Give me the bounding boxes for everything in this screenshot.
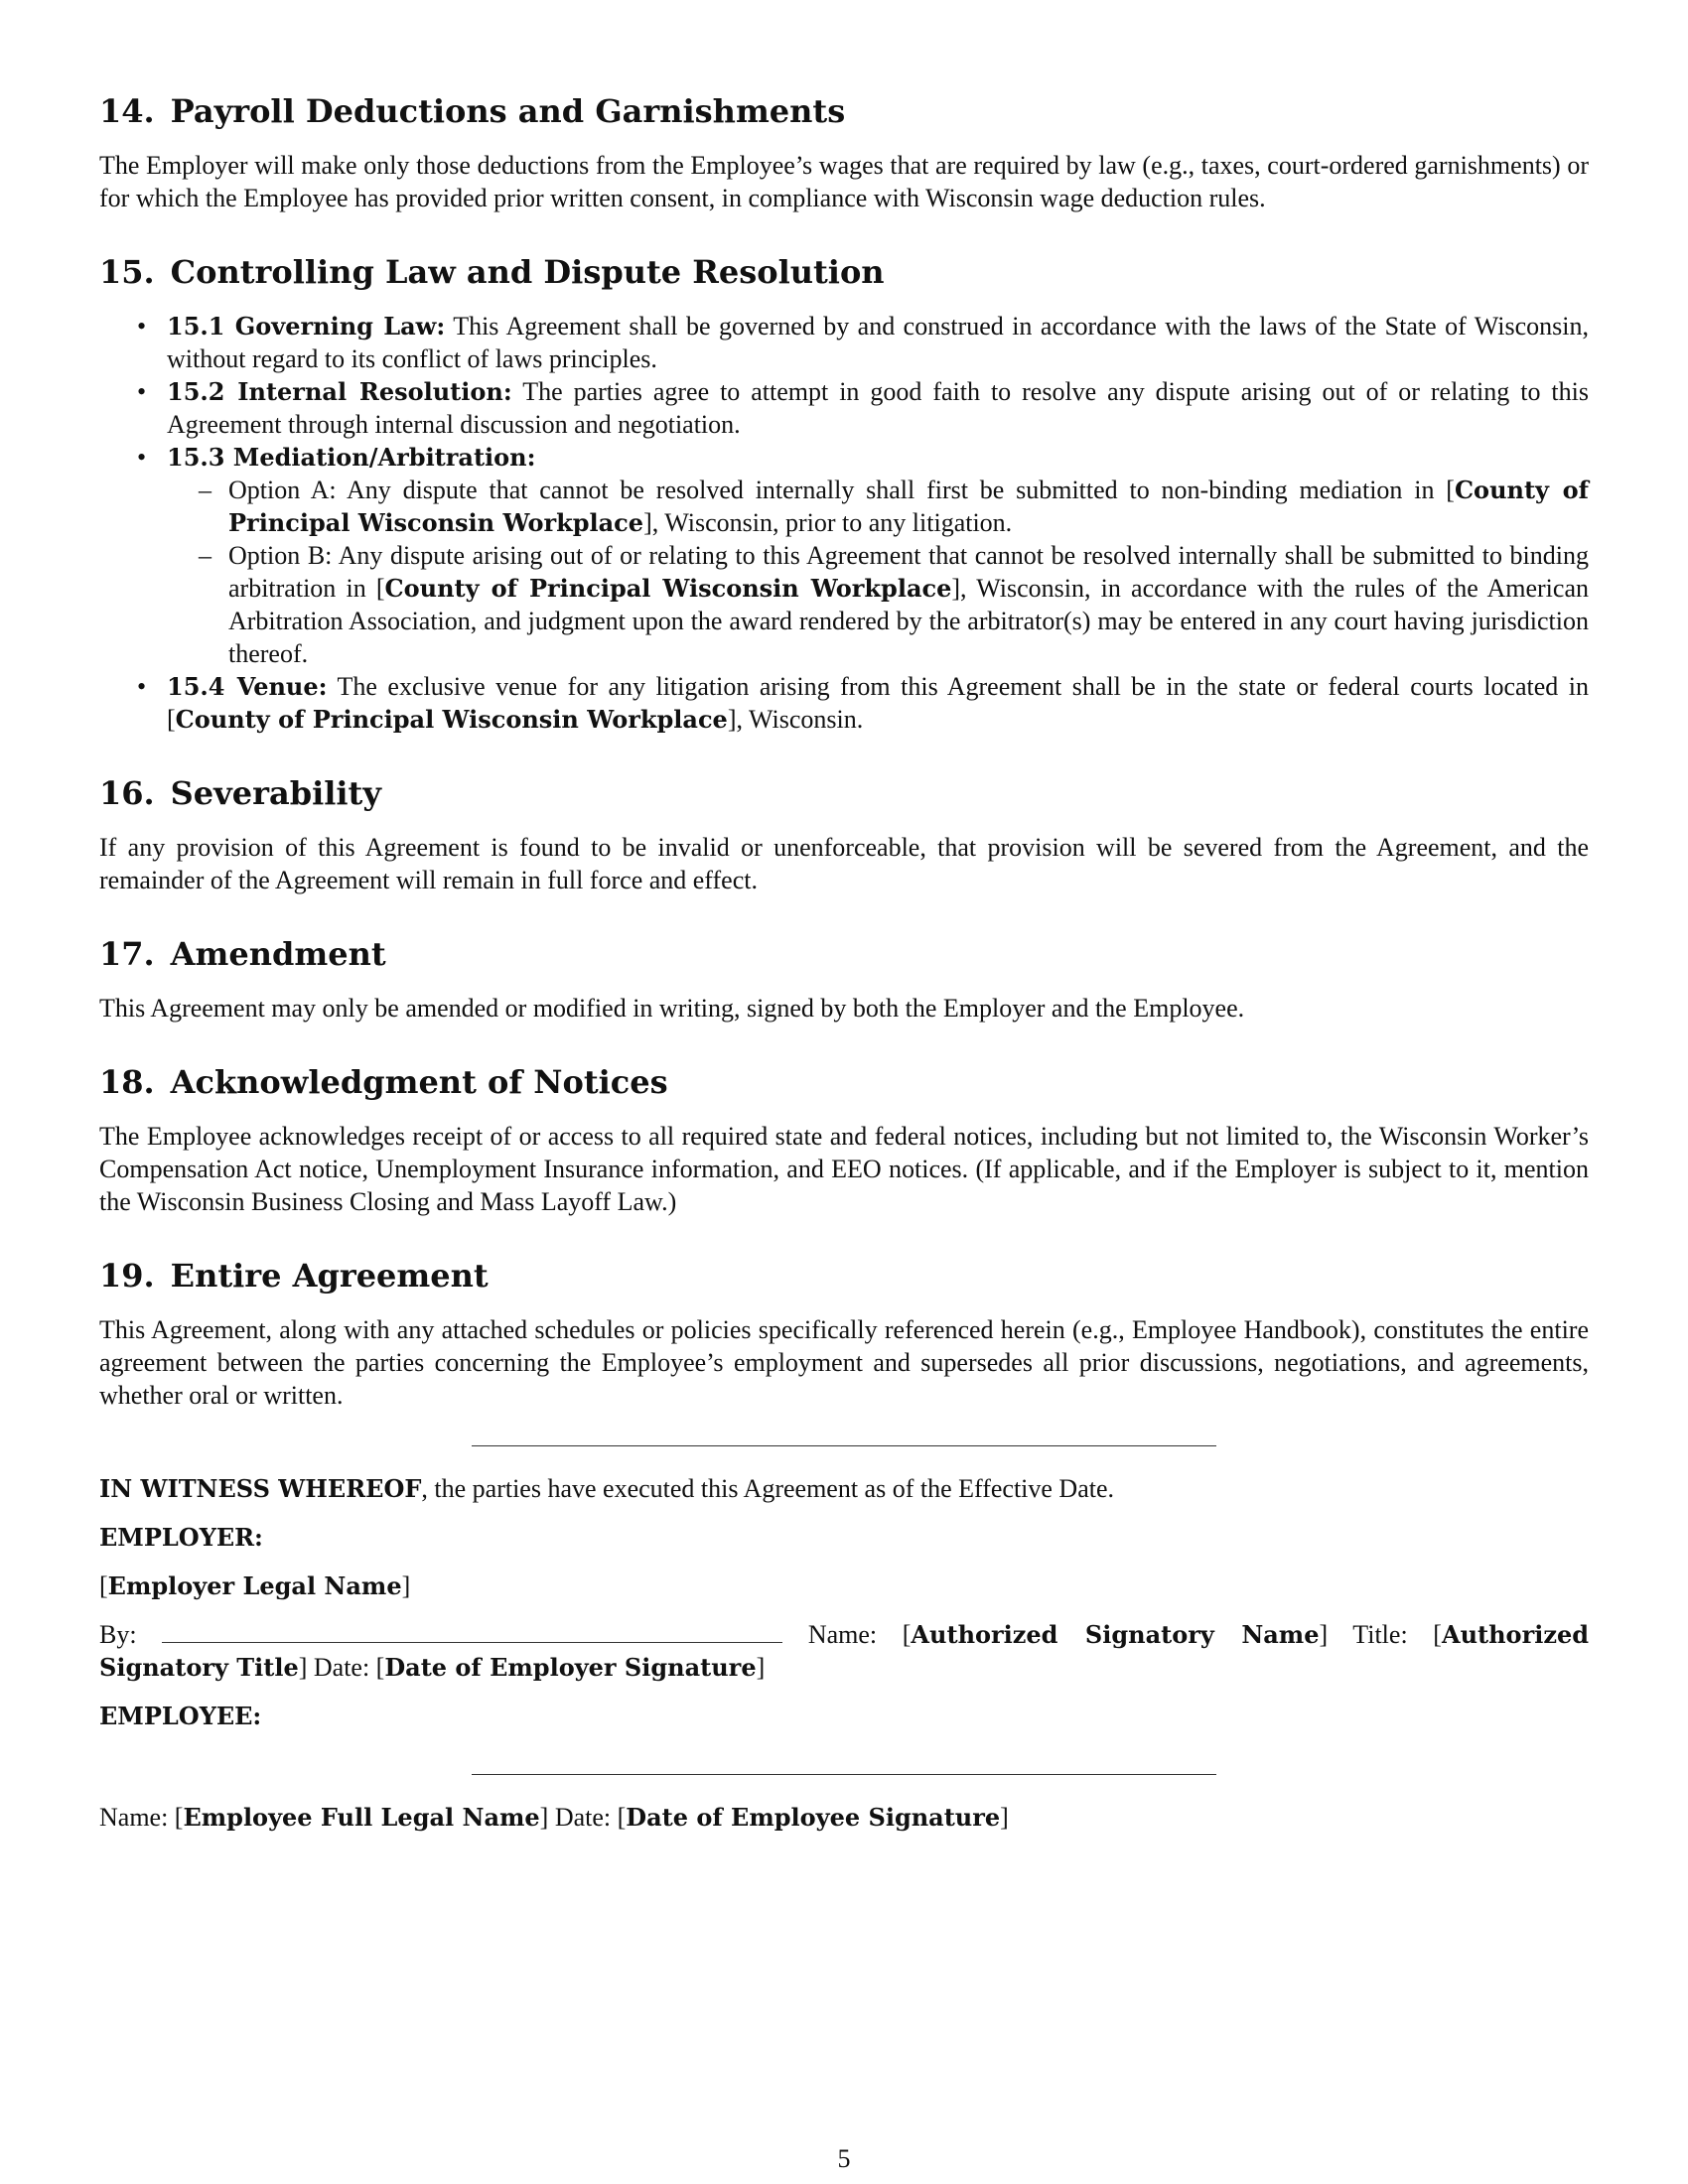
section-heading	[99, 252, 1589, 292]
divider	[472, 1445, 1216, 1446]
bracket: ]	[756, 1653, 766, 1682]
option-a	[228, 474, 1589, 539]
clause-internal-resolution	[167, 375, 1589, 441]
signatory-title: Authorized Signatory Title	[99, 1620, 1590, 1682]
employer-legal-name: Employer Legal Name	[107, 1571, 402, 1600]
employee-signature-block	[99, 1801, 1589, 1834]
clause-text: ], Wisconsin.	[727, 705, 864, 734]
placeholder-county: County of Principal Wisconsin Workplace	[228, 476, 1589, 537]
witness-text: , the parties have executed this Agreement as of the Effective Date.	[421, 1474, 1115, 1503]
clause-label: 15.3 Mediation/Arbitration:	[167, 443, 536, 472]
section-16	[99, 773, 1589, 896]
by-label: By:	[99, 1620, 137, 1649]
name-label: Name: [	[782, 1620, 912, 1649]
clause-mediation-arbitration	[167, 441, 1589, 670]
section-body: The Employer will make only those deductions from the Employee’s wages that are required by law (e.g., taxes, court-ordered garnishments) or for which the Employee has provided prior written consent, in compliance with Wisconsin wage deduction rules.	[99, 151, 1589, 212]
employer-signature-date: Date of Employer Signature	[384, 1653, 757, 1682]
placeholder-county: County of Principal Wisconsin Workplace	[175, 705, 728, 734]
date-label: ] Date: [	[298, 1653, 385, 1682]
employee-full-name: Employee Full Legal Name	[183, 1803, 540, 1832]
section-heading	[99, 1256, 1589, 1296]
section-19	[99, 1256, 1589, 1412]
clause-text: The exclusive venue for any litigation arising from this Agreement shall be in the state or federal courts located in [	[167, 672, 1589, 734]
bracket: ]	[401, 1571, 411, 1600]
clause-text: The parties agree to attempt in good faith to resolve any dispute arising out of or relating to this Agreement through internal discussion and negotiation.	[167, 377, 1589, 439]
section-14	[99, 91, 1589, 214]
section-title: Controlling Law and Dispute Resolution	[170, 253, 885, 291]
section-number: 15.	[99, 253, 155, 291]
section-body: If any provision of this Agreement is found to be invalid or unenforceable, that provision will be severed from the Agreement, and the remainder of the Agreement will remain in full force and effect.	[99, 833, 1589, 894]
option-text: ], Wisconsin, in accordance with the rules of the American Arbitration Association, and judgment upon the award rendered by the arbitrator(s) may be entered in any court having jurisdiction thereof.	[228, 574, 1589, 668]
section-15	[99, 252, 1589, 736]
witness-bold: IN WITNESS WHEREOF	[99, 1474, 422, 1503]
section-number: 18.	[99, 1063, 155, 1101]
employer-signature-line[interactable]	[162, 1620, 782, 1643]
section-number: 19.	[99, 1257, 155, 1295]
employer-label: EMPLOYER:	[99, 1523, 263, 1552]
section-body: This Agreement may only be amended or modified in writing, signed by both the Employer and the Employee.	[99, 994, 1245, 1023]
section-heading	[99, 91, 1589, 131]
section-heading	[99, 773, 1589, 813]
option-list	[167, 474, 1589, 670]
section-title: Payroll Deductions and Garnishments	[170, 92, 846, 130]
section-title: Entire Agreement	[170, 1257, 489, 1295]
section-body: The Employee acknowledges receipt of or access to all required state and federal notices, including but not limited to, the Wisconsin Worker’s Compensation Act notice, Unemployment Insurance information, and EEO notices. (If applicable, and if the Employer is subject to it, mention the Wisconsin Business Closing and Mass Layoff Law.)	[99, 1122, 1589, 1216]
clause-label: 15.1 Governing Law:	[167, 312, 446, 341]
placeholder-county: County of Principal Wisconsin Workplace	[384, 574, 952, 603]
section-heading	[99, 934, 1589, 974]
employee-signature-line[interactable]	[472, 1774, 1216, 1775]
employer-name-line	[99, 1570, 1589, 1602]
witness-clause	[99, 1472, 1589, 1505]
document-page	[99, 91, 1589, 1834]
date-label: ] Date: [	[539, 1803, 627, 1832]
employee-heading	[99, 1700, 1589, 1732]
option-b	[228, 539, 1589, 670]
clause-governing-law	[167, 310, 1589, 375]
title-label: ] Title: [	[1319, 1620, 1442, 1649]
option-text: Option B: Any dispute arising out of or relating to this Agreement that cannot be resolved internally shall be submitted to binding arbitration in [	[228, 541, 1589, 603]
clause-venue	[167, 670, 1589, 736]
section-heading	[99, 1062, 1589, 1102]
option-text: ], Wisconsin, prior to any litigation.	[643, 508, 1013, 537]
section-number: 16.	[99, 774, 155, 812]
section-title: Amendment	[170, 935, 386, 973]
section-18	[99, 1062, 1589, 1218]
clause-label: 15.4 Venue:	[167, 672, 328, 701]
section-17	[99, 934, 1589, 1024]
section-body: This Agreement, along with any attached schedules or policies specifically referenced herein (e.g., Employee Handbook), constitutes the entire agreement between the parties concerning the Employee’s employment and supersedes all prior discussions, negotiations, and agreements, whether oral or written.	[99, 1315, 1589, 1410]
clause-list	[99, 310, 1589, 736]
section-number: 17.	[99, 935, 155, 973]
employer-heading	[99, 1521, 1589, 1554]
section-number: 14.	[99, 92, 155, 130]
signatory-name: Authorized Signatory Name	[911, 1620, 1320, 1649]
name-label: Name: [	[99, 1803, 184, 1832]
section-title: Acknowledgment of Notices	[170, 1063, 668, 1101]
clause-text: This Agreement shall be governed by and construed in accordance with the laws of the State of Wisconsin, without regard to its conflict of laws principles.	[167, 312, 1589, 373]
bracket: ]	[1000, 1803, 1009, 1832]
bracket: [	[99, 1571, 108, 1600]
page-number: 5	[837, 2144, 851, 2173]
clause-label: 15.2 Internal Resolution:	[167, 377, 512, 406]
section-title: Severability	[170, 774, 381, 812]
employee-signature-date: Date of Employee Signature	[626, 1803, 1001, 1832]
employer-signature-block	[99, 1618, 1589, 1684]
employee-label: EMPLOYEE:	[99, 1702, 262, 1730]
option-text: Option A: Any dispute that cannot be resolved internally shall first be submitted to non-binding mediation in [	[228, 476, 1455, 504]
